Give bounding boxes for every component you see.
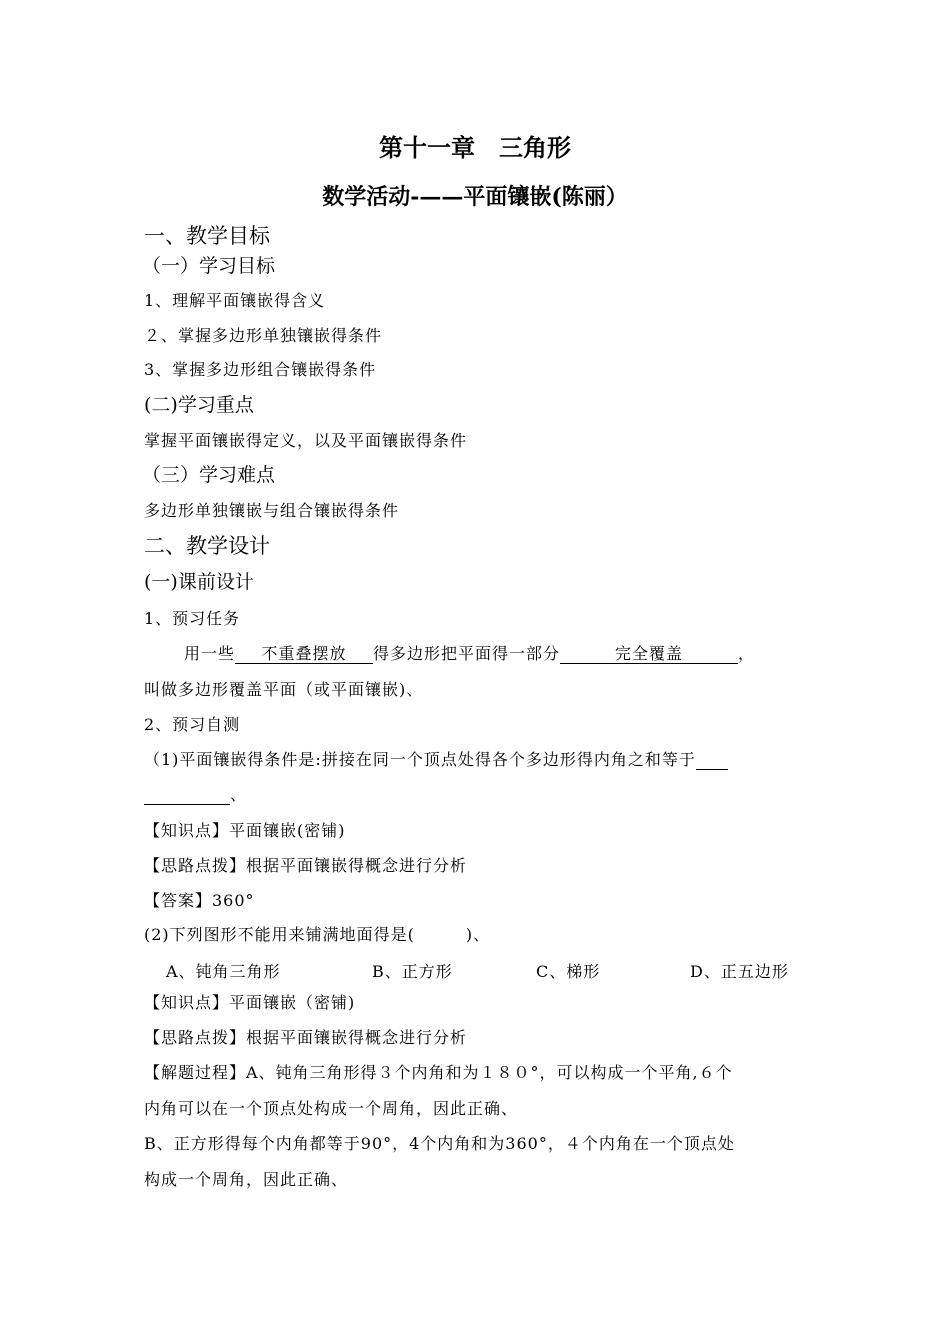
fill-blank: 不重叠摆放 — [235, 645, 373, 664]
choice-c: C、梯形 — [536, 962, 601, 981]
fill-text: 用一些 — [184, 644, 236, 663]
question-text: 、 — [230, 785, 248, 804]
activity-title: 数学活动-——平面镶嵌(陈丽） — [322, 184, 628, 210]
solution-line: 内角可以在一个顶点处构成一个周角，因此正确、 — [144, 1099, 519, 1118]
answer-blank — [696, 751, 728, 770]
answer: 【答案】360° — [144, 891, 255, 910]
selftest-heading: 2、预习自测 — [144, 715, 241, 734]
choice-d: D、正五边形 — [690, 962, 789, 981]
focus-text: 掌握平面镶嵌得定义，以及平面镶嵌得条件 — [144, 431, 468, 450]
solution-line: 构成一个周角，因此正确、 — [144, 1170, 349, 1189]
knowledge-point: 【知识点】平面镶嵌（密铺) — [144, 993, 356, 1012]
fill-in-sentence — [184, 644, 755, 664]
subsection-heading: (一)课前设计 — [144, 571, 254, 593]
choice-a: A、钝角三角形 — [166, 962, 281, 981]
subsection-heading: (二)学习重点 — [144, 394, 254, 416]
task-heading: 1、预习任务 — [144, 609, 241, 628]
question-1-continuation — [144, 785, 247, 805]
choice-b: B、正方形 — [372, 962, 453, 981]
hint: 【思路点拨】根据平面镶嵌得概念进行分析 — [144, 1028, 468, 1047]
question-1 — [144, 750, 728, 770]
fill-text: 得多边形把平面得一部分 — [373, 644, 561, 663]
section-heading: 一、教学目标 — [144, 224, 270, 248]
fill-in-continuation: 叫做多边形覆盖平面（或平面镶嵌)、 — [144, 680, 424, 699]
solution-line: B、正方形得每个内角都等于90°，4个内角和为360°，４个内角在一个顶点处 — [144, 1134, 735, 1153]
goal-item: ２、掌握多边形单独镶嵌得条件 — [144, 326, 383, 345]
hint: 【思路点拨】根据平面镶嵌得概念进行分析 — [144, 856, 468, 875]
subsection-heading: （三）学习难点 — [142, 464, 276, 486]
solution-line: 【解题过程】A、钝角三角形得３个内角和为１８０°，可以构成一个平角,６个 — [144, 1063, 733, 1082]
subsection-heading: （一）学习目标 — [142, 255, 276, 277]
section-heading: 二、教学设计 — [144, 534, 270, 558]
knowledge-point: 【知识点】平面镶嵌(密铺) — [144, 821, 346, 840]
goal-item: 1、理解平面镶嵌得含义 — [144, 291, 326, 310]
question-2: (2)下列图形不能用来铺满地面得是( )、 — [144, 925, 491, 944]
goal-item: 3、掌握多边形组合镶嵌得条件 — [144, 360, 377, 379]
question-text: （1)平面镶嵌得条件是:拼接在同一个顶点处得各个多边形得内角之和等于 — [144, 750, 696, 769]
difficulty-text: 多边形单独镶嵌与组合镶嵌得条件 — [144, 501, 400, 520]
fill-text: ， — [738, 644, 756, 663]
chapter-title: 第十一章 三角形 — [379, 133, 571, 162]
fill-blank: 完全覆盖 — [560, 645, 738, 664]
answer-blank — [144, 786, 230, 805]
